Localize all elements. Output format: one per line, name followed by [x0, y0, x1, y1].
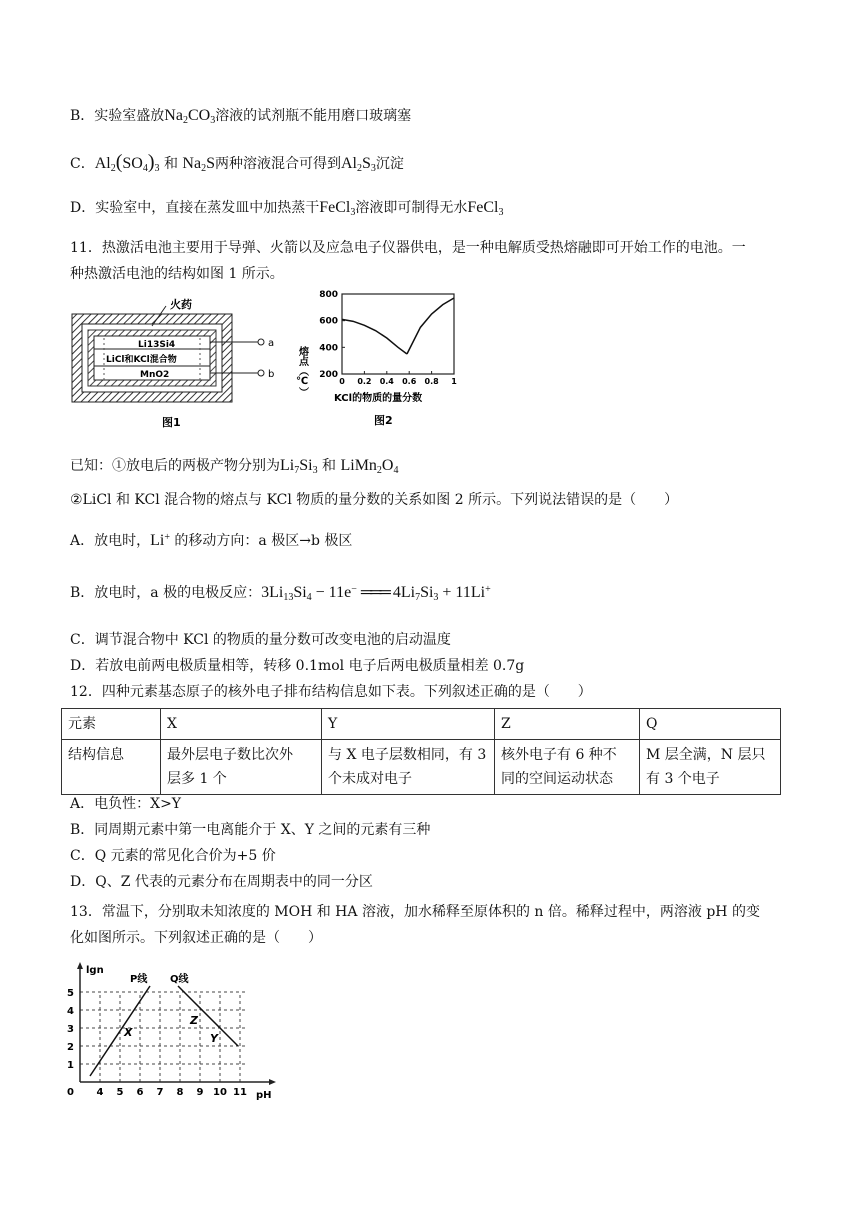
x-axis-arrow: [269, 1079, 276, 1085]
table-header-row: [62, 709, 781, 740]
x-tick-label: 10: [213, 1087, 227, 1098]
table-header: 元素: [62, 709, 161, 740]
y-axis-arrow: [77, 962, 83, 969]
option-10-d: D．实验室中，直接在蒸发皿中加热蒸干FeCl$_3$溶液即可制得无水FeCl$_3$: [70, 199, 504, 218]
option-text: B．实验室盛放: [70, 108, 165, 124]
cell-line: 个未成对电子: [328, 771, 412, 787]
chart-xlabel: KCl的物质的量分数: [334, 393, 423, 404]
option-text: 和: [159, 156, 183, 172]
table-cell: 结构信息: [62, 740, 161, 795]
option-text: 溶液即可制得无水: [355, 200, 468, 216]
y-tick-label: 3: [67, 1024, 74, 1035]
point-z-label: Z: [190, 1014, 198, 1027]
option-text: 沉淀: [375, 156, 404, 172]
x-tick-label: 0: [339, 377, 345, 386]
y-tick-label: 200: [319, 370, 338, 380]
table-header: X: [161, 709, 322, 740]
x-tick-label: 8: [176, 1087, 184, 1098]
x-tick-label: 6: [136, 1087, 144, 1098]
option-12-b: B．同周期元素中第一电离能介于 X、Y 之间的元素有三种: [70, 822, 431, 838]
element-table: [61, 708, 781, 795]
option-11-c: C．调节混合物中 KCl 的物质的量分数可改变电池的启动温度: [70, 632, 451, 648]
table-cell: [640, 740, 781, 795]
melting-curve-left: [342, 319, 407, 354]
ph-dilution-chart: [66, 962, 282, 1106]
option-text: 溶液的试剂瓶不能用磨口玻璃塞: [215, 108, 412, 124]
x-tick-label: 11: [233, 1087, 247, 1098]
figure-2-caption: 图2: [374, 414, 393, 427]
chart-ylabel: 熔点（℃）: [296, 346, 308, 397]
chart-axes: [342, 294, 454, 374]
x-tick-label: 0.8: [424, 377, 439, 386]
known-2: ②LiCl 和 KCl 混合物的熔点与 KCl 物质的量分数的关系如图 2 所示。下列说法错误的是（ ）: [70, 492, 679, 508]
option-11-d: D．若放电前两电极质量相等，转移 0.1mol 电子后两电极质量相差 0.7g: [70, 658, 525, 674]
option-text: A．放电时，: [70, 533, 151, 549]
cell-line: 与 X 电子层数相同，有 3: [328, 747, 487, 763]
terminal-a: [258, 339, 264, 345]
x-tick-label: 5: [116, 1087, 124, 1098]
y-tick-label: 0: [67, 1087, 74, 1098]
option-11-b: B．放电时，a 极的电极反应：$3Li_{13}Si_4 - 11e^-$ ═══ $4Li_7Si_3 + 11Li^+$: [70, 584, 491, 603]
gunpowder-label: 火药: [170, 298, 192, 311]
option-text: B．放电时，a 极的电极反应：: [70, 585, 262, 601]
y-tick-label: 400: [319, 343, 338, 354]
x-tick-label: 1: [451, 377, 457, 386]
table-cell: [495, 740, 640, 795]
table-header: Q: [640, 709, 781, 740]
question-13-stem-1: 13．常温下，分别取未知浓度的 MOH 和 HA 溶液，加水稀释至原体积的 n 倍。稀释过程中，两溶液 pH 的变: [70, 904, 760, 920]
option-text: 的移动方向：a 极区→b 极区: [169, 533, 353, 549]
layer-label-mid: LiCl和KCl混合物: [106, 355, 177, 365]
option-10-c: C．$Al_2(SO_4)_3$ 和 $Na_2S$两种溶液混合可得到$Al_2S_3$沉淀: [70, 151, 404, 174]
line-q: [178, 986, 238, 1046]
terminal-b: [258, 370, 264, 376]
x-tick-label: 7: [156, 1087, 164, 1098]
option-text: 两种溶液混合可得到: [214, 156, 341, 172]
ph-xlabel: pH: [256, 1090, 272, 1101]
question-11-stem-2: 种热激活电池的结构如图 1 所示。: [70, 266, 284, 282]
table-cell: [322, 740, 495, 795]
question-13-stem-2: 化如图所示。下列叙述正确的是（ ）: [70, 930, 322, 946]
x-tick-label: 9: [196, 1087, 204, 1098]
cell-line: 最外层电子数比次外: [167, 747, 293, 763]
layer-label-top: Li13Si4: [138, 340, 176, 350]
y-tick-label: 4: [67, 1006, 74, 1017]
option-12-d: D．Q、Z 代表的元素分布在周期表中的同一分区: [70, 874, 373, 890]
question-11-stem-1: 11．热激活电池主要用于导弹、火箭以及应急电子仪器供电，是一种电解质受热熔融即可开始工作的电池。一: [70, 240, 746, 256]
table-header: Y: [322, 709, 495, 740]
chart-grid: [80, 992, 246, 1082]
x-tick-label: 4: [96, 1087, 104, 1098]
electrode-a-label: a: [268, 338, 275, 349]
y-tick-label: 800: [319, 290, 338, 300]
option-text: C．: [70, 156, 95, 172]
y-tick-label: 2: [67, 1042, 74, 1053]
y-tick-label: 1: [67, 1060, 74, 1071]
plot-frame: [342, 294, 454, 374]
y-tick-label: 600: [319, 316, 338, 327]
cell-line: 核外电子有 6 种不: [501, 747, 617, 763]
chart-ticks: [319, 290, 457, 386]
x-tick-label: 0.6: [402, 377, 417, 386]
x-tick-label: 0.4: [379, 377, 394, 386]
table-header: Z: [495, 709, 640, 740]
battery-structure-figure: [70, 292, 290, 432]
p-line-label: P线: [130, 974, 148, 985]
known-text: 和: [317, 458, 341, 474]
point-y-label: Y: [210, 1032, 218, 1045]
known-text: 已知：①放电后的两极产物分别为: [70, 458, 280, 474]
option-12-c: C．Q 元素的常见化合价为+5 价: [70, 848, 276, 864]
y-tick-label: 5: [67, 988, 74, 999]
question-12-stem: 12．四种元素基态原子的核外电子排布结构信息如下表。下列叙述正确的是（ ）: [70, 684, 592, 700]
option-12-a: A．电负性：X>Y: [70, 796, 182, 812]
figure-1-caption: 图1: [162, 416, 181, 429]
option-10-b: B．实验室盛放$Na_2CO_3$溶液的试剂瓶不能用磨口玻璃塞: [70, 107, 412, 126]
cell-line: 同的空间运动状态: [501, 771, 613, 787]
layer-label-bot: MnO2: [140, 370, 170, 380]
option-text: D．实验室中，直接在蒸发皿中加热蒸干: [70, 200, 320, 216]
x-tick-label: 0.2: [357, 377, 372, 386]
option-11-a: A．放电时，Li+ 的移动方向：a 极区→b 极区: [70, 532, 353, 549]
cell-line: 有 3 个电子: [646, 771, 720, 787]
ph-ylabel: lgn: [86, 965, 104, 976]
point-x-label: X: [124, 1026, 133, 1039]
q-line-label: Q线: [170, 974, 189, 985]
table-cell: [161, 740, 322, 795]
cell-line: 层多 1 个: [167, 771, 227, 787]
melting-point-chart: [298, 286, 468, 432]
electrode-b-label: b: [268, 369, 275, 380]
known-1: 已知：①放电后的两极产物分别为$Li_7Si_3$ 和 $LiMn_2O_4$: [70, 457, 399, 476]
cell-line: M 层全满，N 层只: [646, 747, 766, 763]
melting-curve-right: [407, 298, 454, 354]
table-row: [62, 740, 781, 795]
